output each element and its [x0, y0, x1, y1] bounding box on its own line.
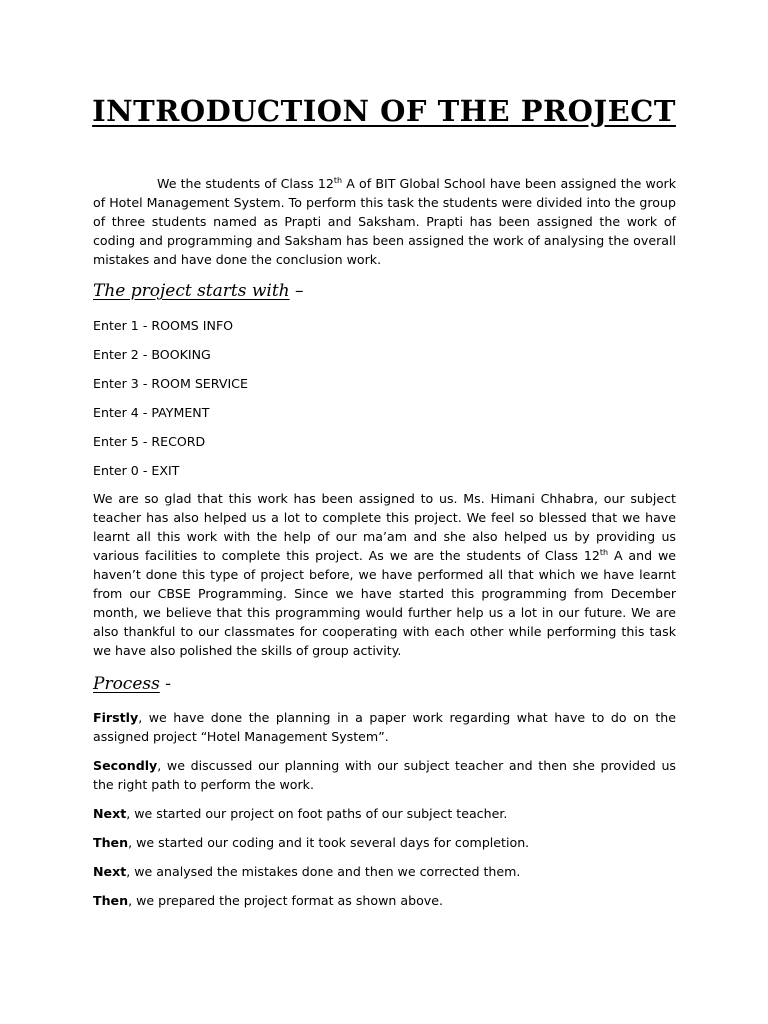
- process-step: [93, 804, 676, 823]
- step-text: , we analysed the mistakes done and then we corrected them.: [126, 864, 521, 879]
- process-heading: [93, 674, 171, 694]
- step-text: , we started our coding and it took several days for completion.: [128, 835, 530, 850]
- process-step: [93, 862, 676, 881]
- gratitude-text-start: We are so glad that this work has been assigned to us. Ms. Himani Chhabra, our subject teacher has also helped us a lot to complete this project. We feel so blessed that we have learnt all this work with the help of our ma’am and she also helped us by providing us various facilities to complete this project. As we are the students of Class 12: [93, 491, 676, 563]
- starts-heading-suffix: –: [289, 281, 304, 301]
- step-lead: Next: [93, 806, 127, 821]
- process-step: [93, 833, 676, 852]
- process-heading-suffix: -: [159, 674, 171, 694]
- step-text: , we discussed our planning with our subject teacher and then she provided us the right path to perform the work.: [93, 758, 676, 792]
- step-text: , we have done the planning in a paper work regarding what have to do on the assigned project “Hotel Management System”.: [93, 710, 676, 744]
- step-text: , we started our project on foot paths of our subject teacher.: [126, 806, 508, 821]
- starts-heading-label: The project starts with: [93, 281, 290, 301]
- process-heading-label: Process: [93, 674, 160, 694]
- step-lead: Then: [93, 893, 129, 908]
- intro-text-start: We the students of Class 12: [157, 176, 334, 191]
- intro-superscript: th: [333, 175, 343, 185]
- gratitude-superscript: th: [599, 547, 609, 557]
- step-lead: Next: [93, 864, 127, 879]
- step-lead: Then: [93, 835, 129, 850]
- menu-item: Enter 2 - BOOKING: [93, 347, 211, 362]
- starts-heading: [93, 281, 304, 301]
- intro-text-rest: A of BIT Global School have been assigned the work of Hotel Management System. To perform this task the students were divided into the group of three students named as Prapti and Saksham. Prapti has been assigned the work of coding and programming and Saksham has been assigned the work of analysing the overall mistakes and have done the conclusion work.: [93, 176, 677, 267]
- step-lead: Firstly: [93, 710, 139, 725]
- page-title: INTRODUCTION OF THE PROJECT: [92, 94, 676, 128]
- intro-paragraph: [93, 174, 676, 269]
- gratitude-paragraph: [93, 489, 676, 660]
- menu-item: Enter 0 - EXIT: [93, 463, 180, 478]
- process-step: [93, 708, 676, 746]
- process-step: [93, 756, 676, 794]
- menu-item: Enter 3 - ROOM SERVICE: [93, 376, 248, 391]
- step-lead: Secondly: [93, 758, 158, 773]
- menu-item: Enter 1 - ROOMS INFO: [93, 318, 234, 333]
- gratitude-text-rest: A and we haven’t done this type of project before, we have performed all that which we have learnt from our CBSE Programming. Since we have started this programming from December month, we believe that this programming would further help us a lot in our future. We are also thankful to our classmates for cooperating with each other while performing this task we have also polished the skills of group activity.: [93, 548, 676, 658]
- menu-item: Enter 4 - PAYMENT: [93, 405, 210, 420]
- step-text: , we prepared the project format as shown above.: [128, 893, 443, 908]
- process-step: [93, 891, 676, 910]
- menu-item: Enter 5 - RECORD: [93, 434, 206, 449]
